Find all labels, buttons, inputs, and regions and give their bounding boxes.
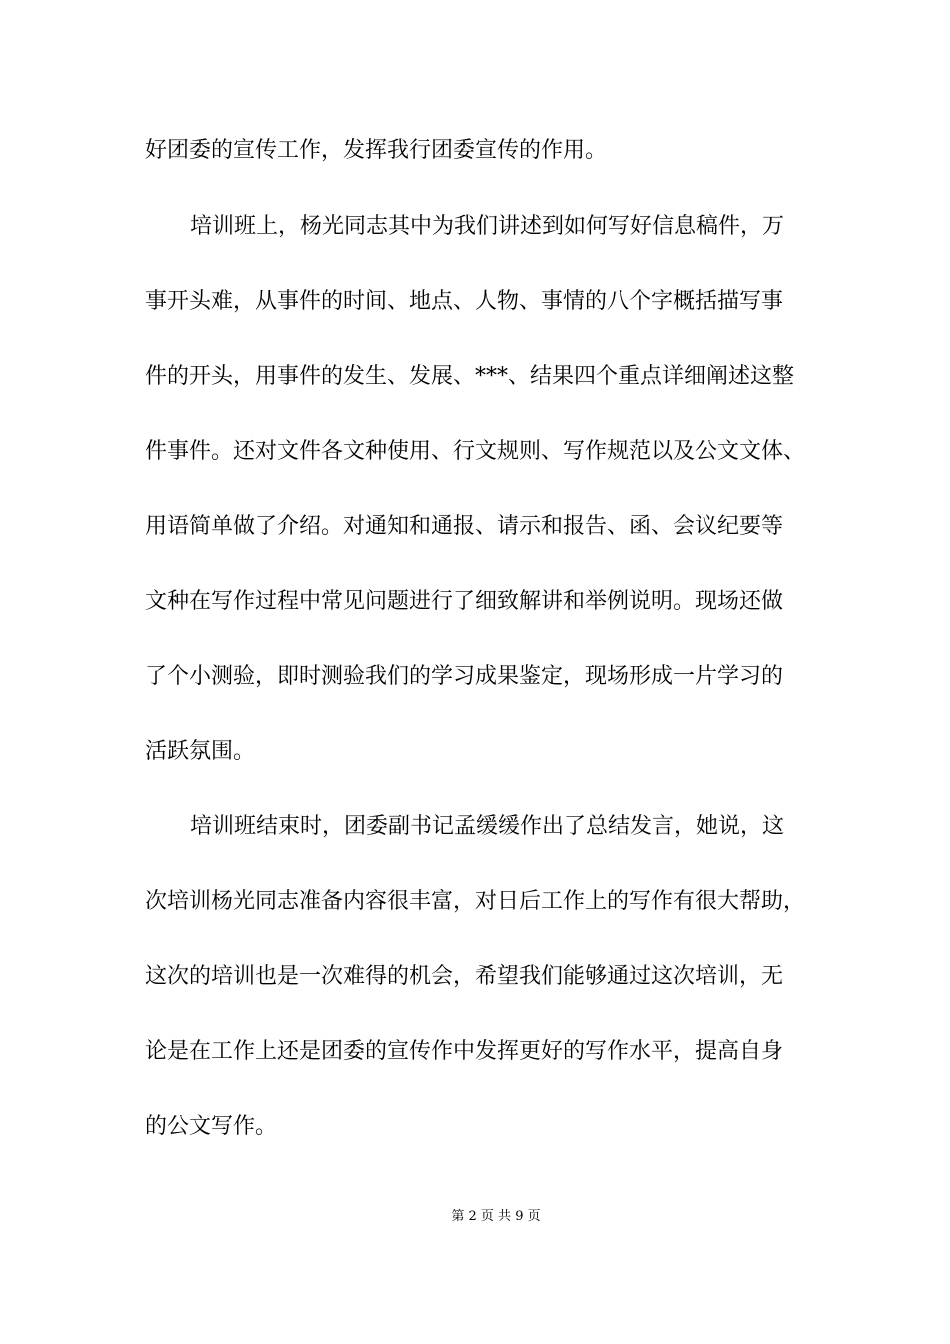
text-line: 用语简单做了介绍。对通知和通报、请示和报告、函、会议纪要等 xyxy=(145,514,784,539)
text-line: 次培训杨光同志准备内容很丰富，对日后工作上的写作有很大帮助， xyxy=(145,889,806,914)
text-line: 文种在写作过程中常见问题进行了细致解讲和举例说明。现场还做 xyxy=(145,589,784,614)
text-line: 事开头难，从事件的时间、地点、人物、事情的八个字概括描写事 xyxy=(145,289,784,314)
text-line: 活跃氛围。 xyxy=(145,739,256,764)
text-line: 培训班上，杨光同志其中为我们讲述到如何写好信息稿件，万 xyxy=(190,214,785,239)
text-line: 好团委的宣传工作，发挥我行团委宣传的作用。 xyxy=(145,138,608,163)
text-line: 件的开头，用事件的发生、发展、***、结果四个重点详细阐述这整 xyxy=(145,364,795,389)
page-number-footer: 第 2 页 共 9 页 xyxy=(451,1209,541,1224)
text-line: 的公文写作。 xyxy=(145,1114,278,1139)
text-line: 这次的培训也是一次难得的机会，希望我们能够通过这次培训，无 xyxy=(145,964,784,989)
text-line: 了个小测验，即时测验我们的学习成果鉴定，现场形成一片学习的 xyxy=(145,664,784,689)
text-line: 论是在工作上还是团委的宣传作中发挥更好的写作水平，提高自身 xyxy=(145,1039,784,1064)
text-line: 培训班结束时，团委副书记孟缓缓作出了总结发言，她说，这 xyxy=(190,814,785,839)
text-line: 件事件。还对文件各文种使用、行文规则、写作规范以及公文文体、 xyxy=(145,439,806,464)
